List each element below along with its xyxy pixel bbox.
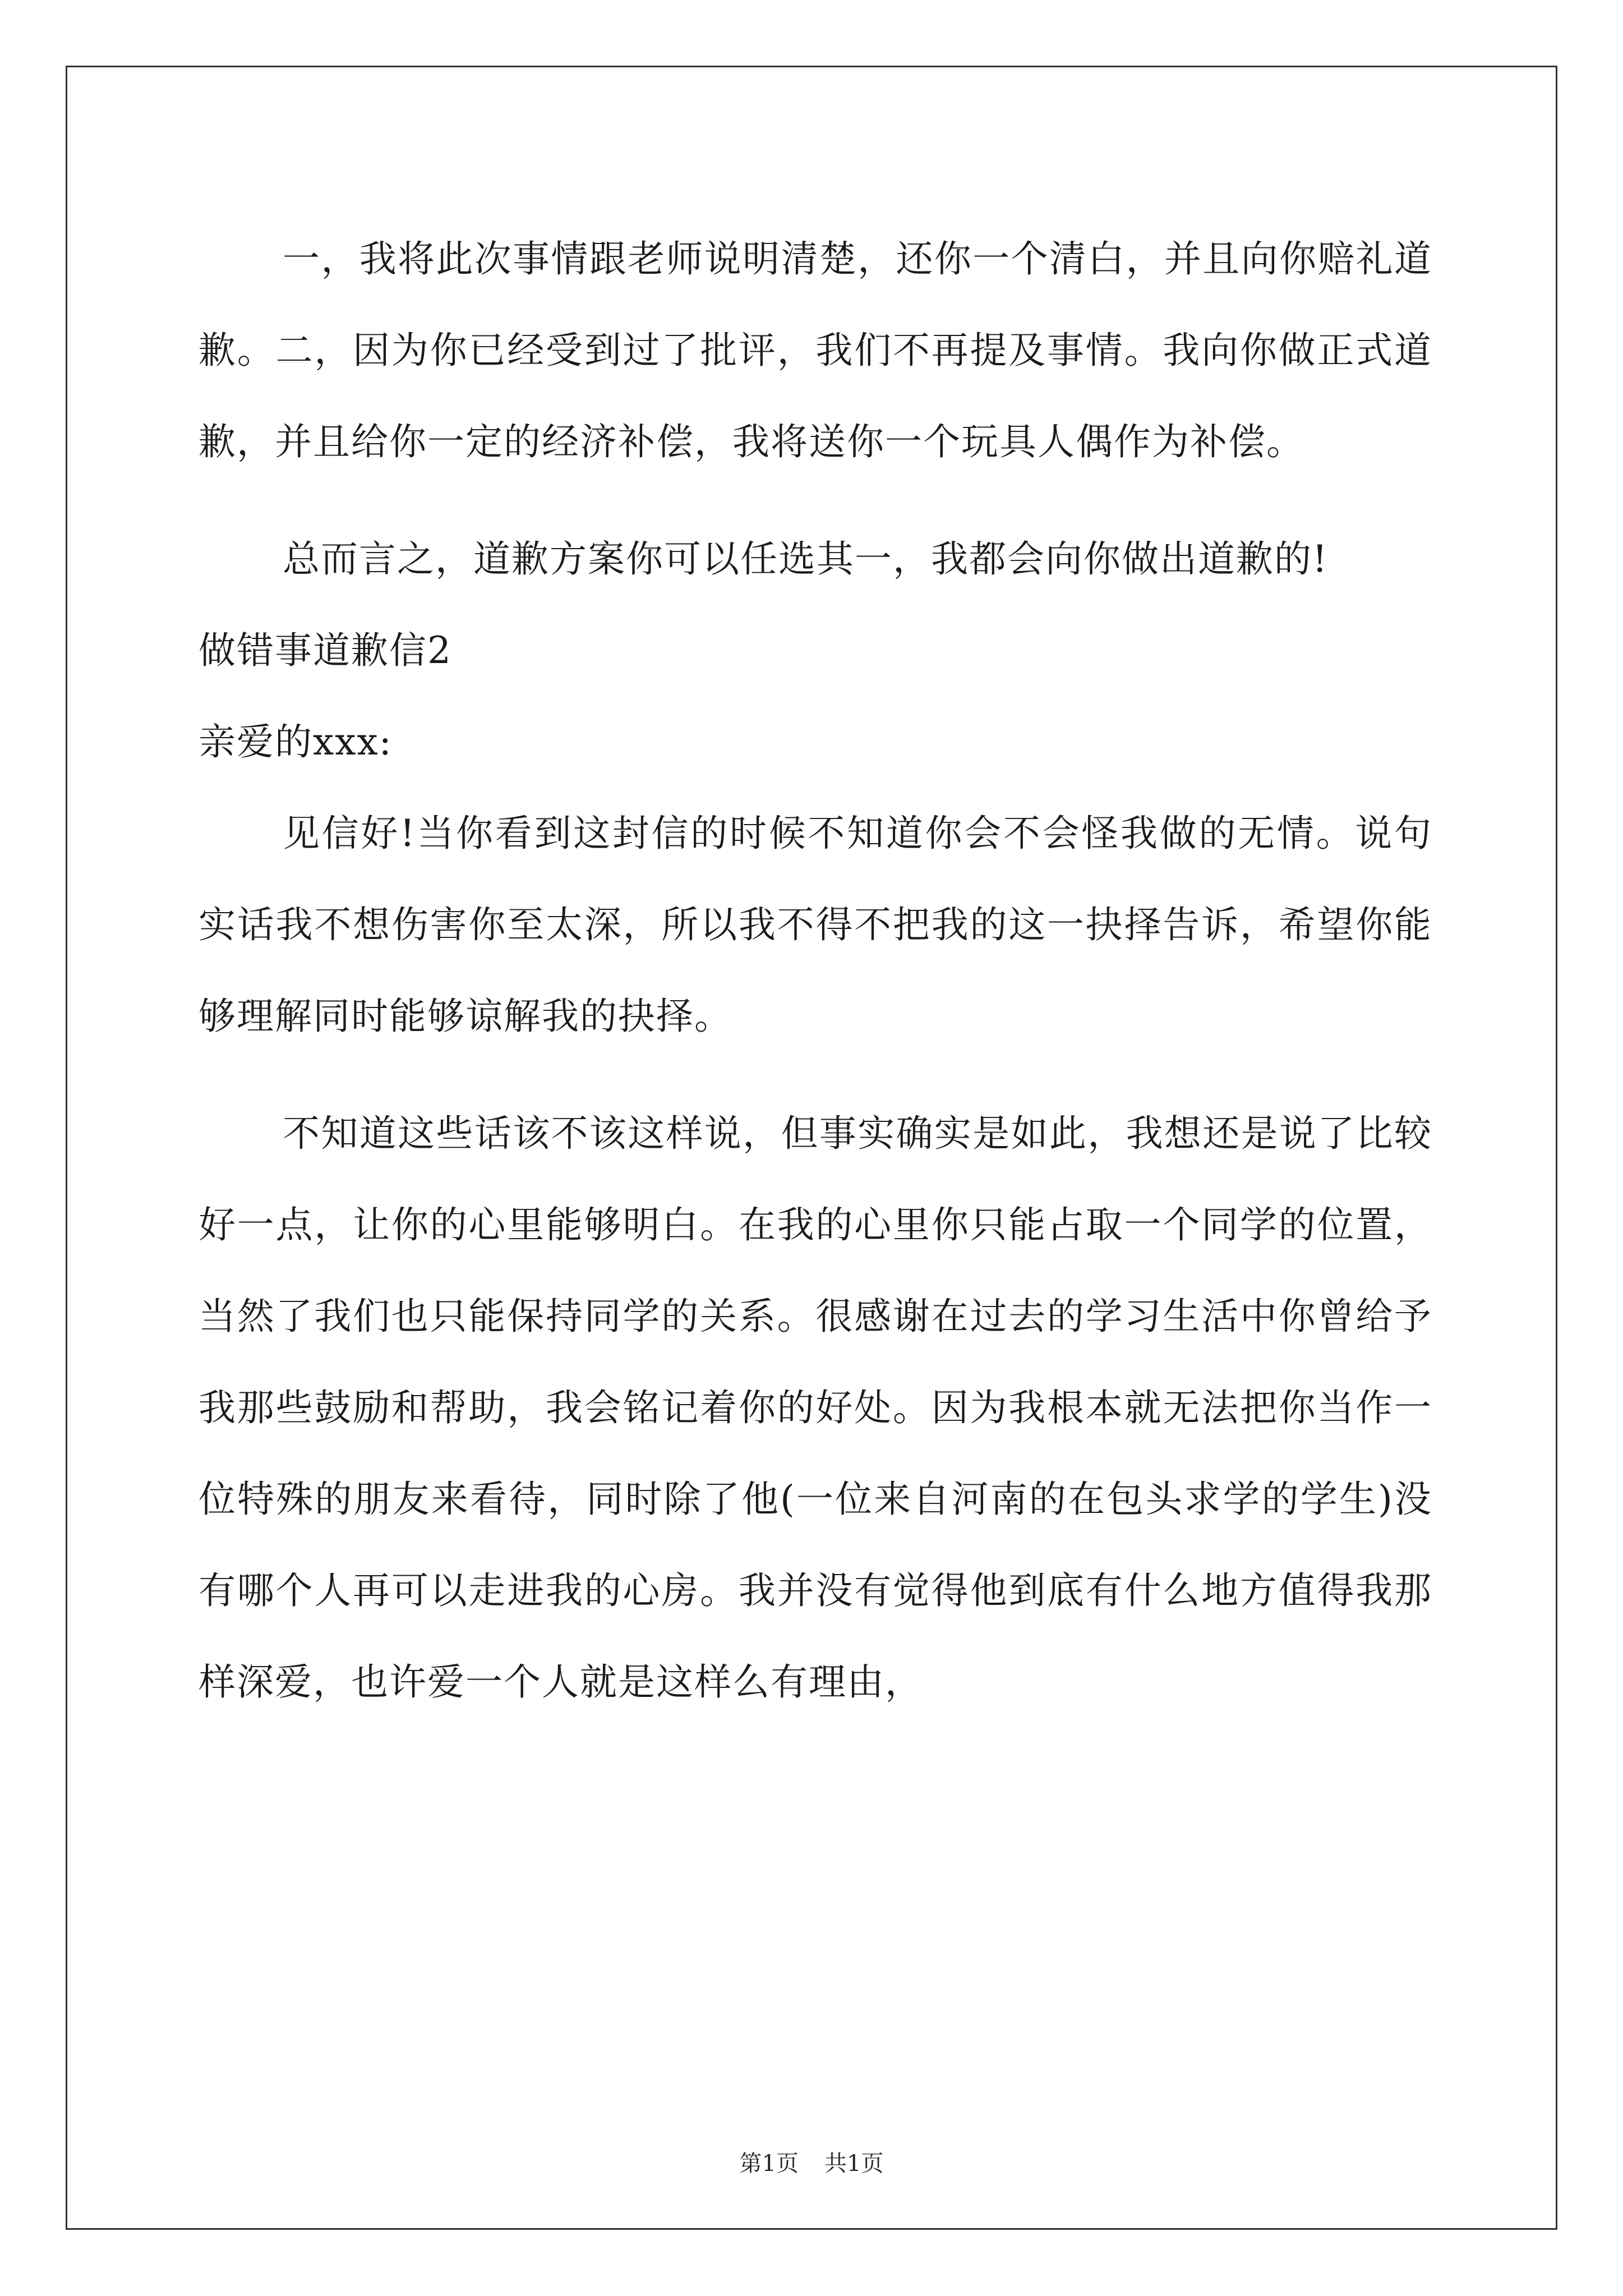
paragraph-explanation: 不知道这些话该不该这样说，但事实确实是如此，我想还是说了比较好一点，让你的心里能够明白。在我的心里你只能占取一个同学的位置，当然了我们也只能保持同学的关系。很感谢在过去的学习生活中你曾给予我那些鼓励和帮助，我会铭记着你的好处。因为我根本就无法把你当作一位特殊的朋友来看待，同时除了他(一位来自河南的在包头求学的学生)没有哪个人再可以走进我的心房。我并没有觉得他到底有什么地方值得我那样深爱，也许爱一个人就是这样么有理由， — [199, 1112, 1432, 1704]
page-footer — [0, 2146, 1623, 2178]
section-title: 做错事道歉信2 — [199, 629, 452, 672]
paragraph-greeting: 见信好!当你看到这封信的时候不知道你会不会怪我做的无情。说句实话我不想伤害你至太深，所以我不得不把我的这一抉择告诉，希望你能够理解同时能够谅解我的抉择。 — [199, 812, 1432, 1038]
document-body — [199, 213, 1432, 1728]
paragraph-conclusion: 总而言之，道歉方案你可以任选其一，我都会向你做出道歉的! — [283, 537, 1329, 581]
page-number-total: 共1页 — [824, 2151, 884, 2177]
page-number-current: 第1页 — [739, 2151, 799, 2177]
paragraph-apology-options: 一，我将此次事情跟老师说明清楚，还你一个清白，并且向你赔礼道歉。二，因为你已经受到过了批评，我们不再提及事情。我向你做正式道歉，并且给你一定的经济补偿，我将送你一个玩具人偶作为补偿。 — [199, 237, 1432, 463]
salutation: 亲爱的xxx: — [199, 720, 393, 763]
